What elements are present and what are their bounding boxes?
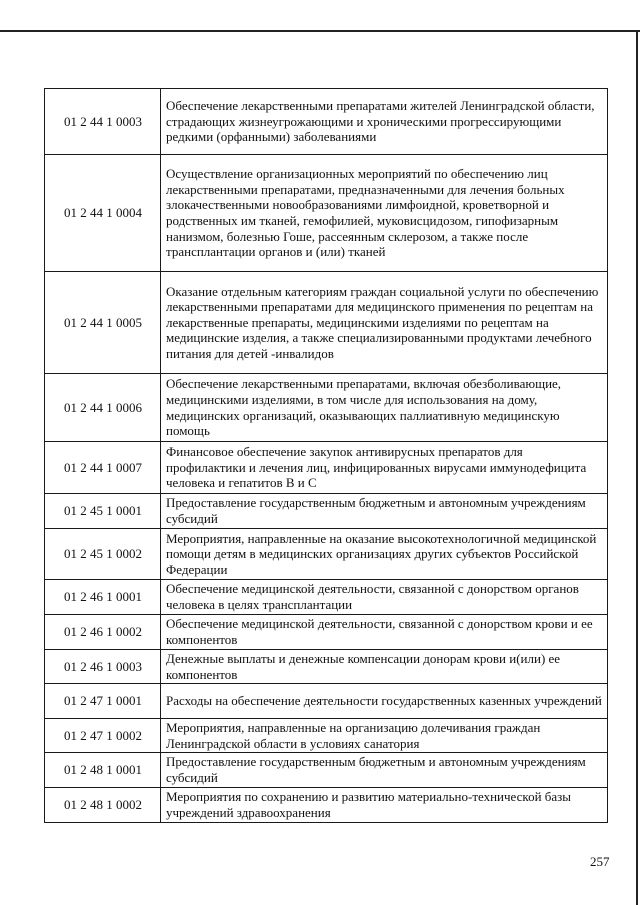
table-row (45, 374, 608, 442)
row-code: 01 2 46 1 0003 (45, 650, 161, 684)
page-right-edge (636, 30, 638, 905)
table-row (45, 442, 608, 494)
row-description: Финансовое обеспечение закупок антивирусных препаратов для профилактики и лечения лиц, инфицированных вирусами иммунодефицита человека и гепатитов В и С (161, 442, 608, 494)
row-description: Мероприятия, направленные на оказание высокотехнологичной медицинской помощи детям в медицинских организациях других субъектов Российской Федерации (161, 529, 608, 580)
row-description: Расходы на обеспечение деятельности государственных казенных учреждений (161, 684, 608, 719)
row-code: 01 2 48 1 0001 (45, 753, 161, 788)
table-row (45, 719, 608, 753)
row-code: 01 2 44 1 0005 (45, 272, 161, 374)
table-row (45, 580, 608, 615)
table-row (45, 650, 608, 684)
table-row (45, 753, 608, 788)
table-row (45, 684, 608, 719)
row-description: Предоставление государственным бюджетным и автономным учреждениям субсидий (161, 753, 608, 788)
table-row (45, 615, 608, 650)
row-description: Оказание отдельным категориям граждан социальной услуги по обеспечению лекарственными препаратами для медицинского применения по рецептам на лекарственные препараты, медицинскими изделиями по рецептам на медицинские изделия, а также специализированными продуктами лечебного питания для детей -инвалидов (161, 272, 608, 374)
row-description: Обеспечение лекарственными препаратами жителей Ленинградской области, страдающих жизнеугрожающими и хроническими прогрессирующими редкими (орфанными) заболеваниями (161, 89, 608, 155)
page-number: 257 (590, 854, 610, 869)
row-code: 01 2 46 1 0002 (45, 615, 161, 650)
row-code: 01 2 47 1 0001 (45, 684, 161, 719)
table-row (45, 529, 608, 580)
budget-classification-table (44, 88, 608, 823)
row-description: Осуществление организационных мероприятий по обеспечению лиц лекарственными препаратами, предназначенными для лечения больных злокачественными новообразованиями лимфоидной, кроветворной и родственных им тканей, гемофилией, муковисцидозом, гипофизарным нанизмом, болезнью Гоше, рассеянным склерозом, а также после трансплантации органов и (или) тканей (161, 155, 608, 272)
row-description: Предоставление государственным бюджетным и автономным учреждениям субсидий (161, 494, 608, 529)
page-top-edge (0, 30, 640, 32)
table-row (45, 494, 608, 529)
table-row (45, 788, 608, 823)
row-description: Обеспечение медицинской деятельности, связанной с донорством органов человека в целях трансплантации (161, 580, 608, 615)
row-description: Обеспечение медицинской деятельности, связанной с донорством крови и ее компонентов (161, 615, 608, 650)
row-code: 01 2 46 1 0001 (45, 580, 161, 615)
table-row (45, 272, 608, 374)
table-row (45, 89, 608, 155)
row-code: 01 2 45 1 0002 (45, 529, 161, 580)
table-row (45, 155, 608, 272)
row-code: 01 2 44 1 0006 (45, 374, 161, 442)
row-code: 01 2 48 1 0002 (45, 788, 161, 823)
row-description: Обеспечение лекарственными препаратами, включая обезболивающие, медицинскими изделиями, в том числе для использования на дому, медицинских организаций, оказывающих паллиативную медицинскую помощь (161, 374, 608, 442)
row-description: Мероприятия, направленные на организацию долечивания граждан Ленинградской области в условиях санатория (161, 719, 608, 753)
row-description: Денежные выплаты и денежные компенсации донорам крови и(или) ее компонентов (161, 650, 608, 684)
row-code: 01 2 45 1 0001 (45, 494, 161, 529)
row-code: 01 2 47 1 0002 (45, 719, 161, 753)
row-code: 01 2 44 1 0003 (45, 89, 161, 155)
row-description: Мероприятия по сохранению и развитию материально-технической базы учреждений здравоохранения (161, 788, 608, 823)
row-code: 01 2 44 1 0007 (45, 442, 161, 494)
row-code: 01 2 44 1 0004 (45, 155, 161, 272)
